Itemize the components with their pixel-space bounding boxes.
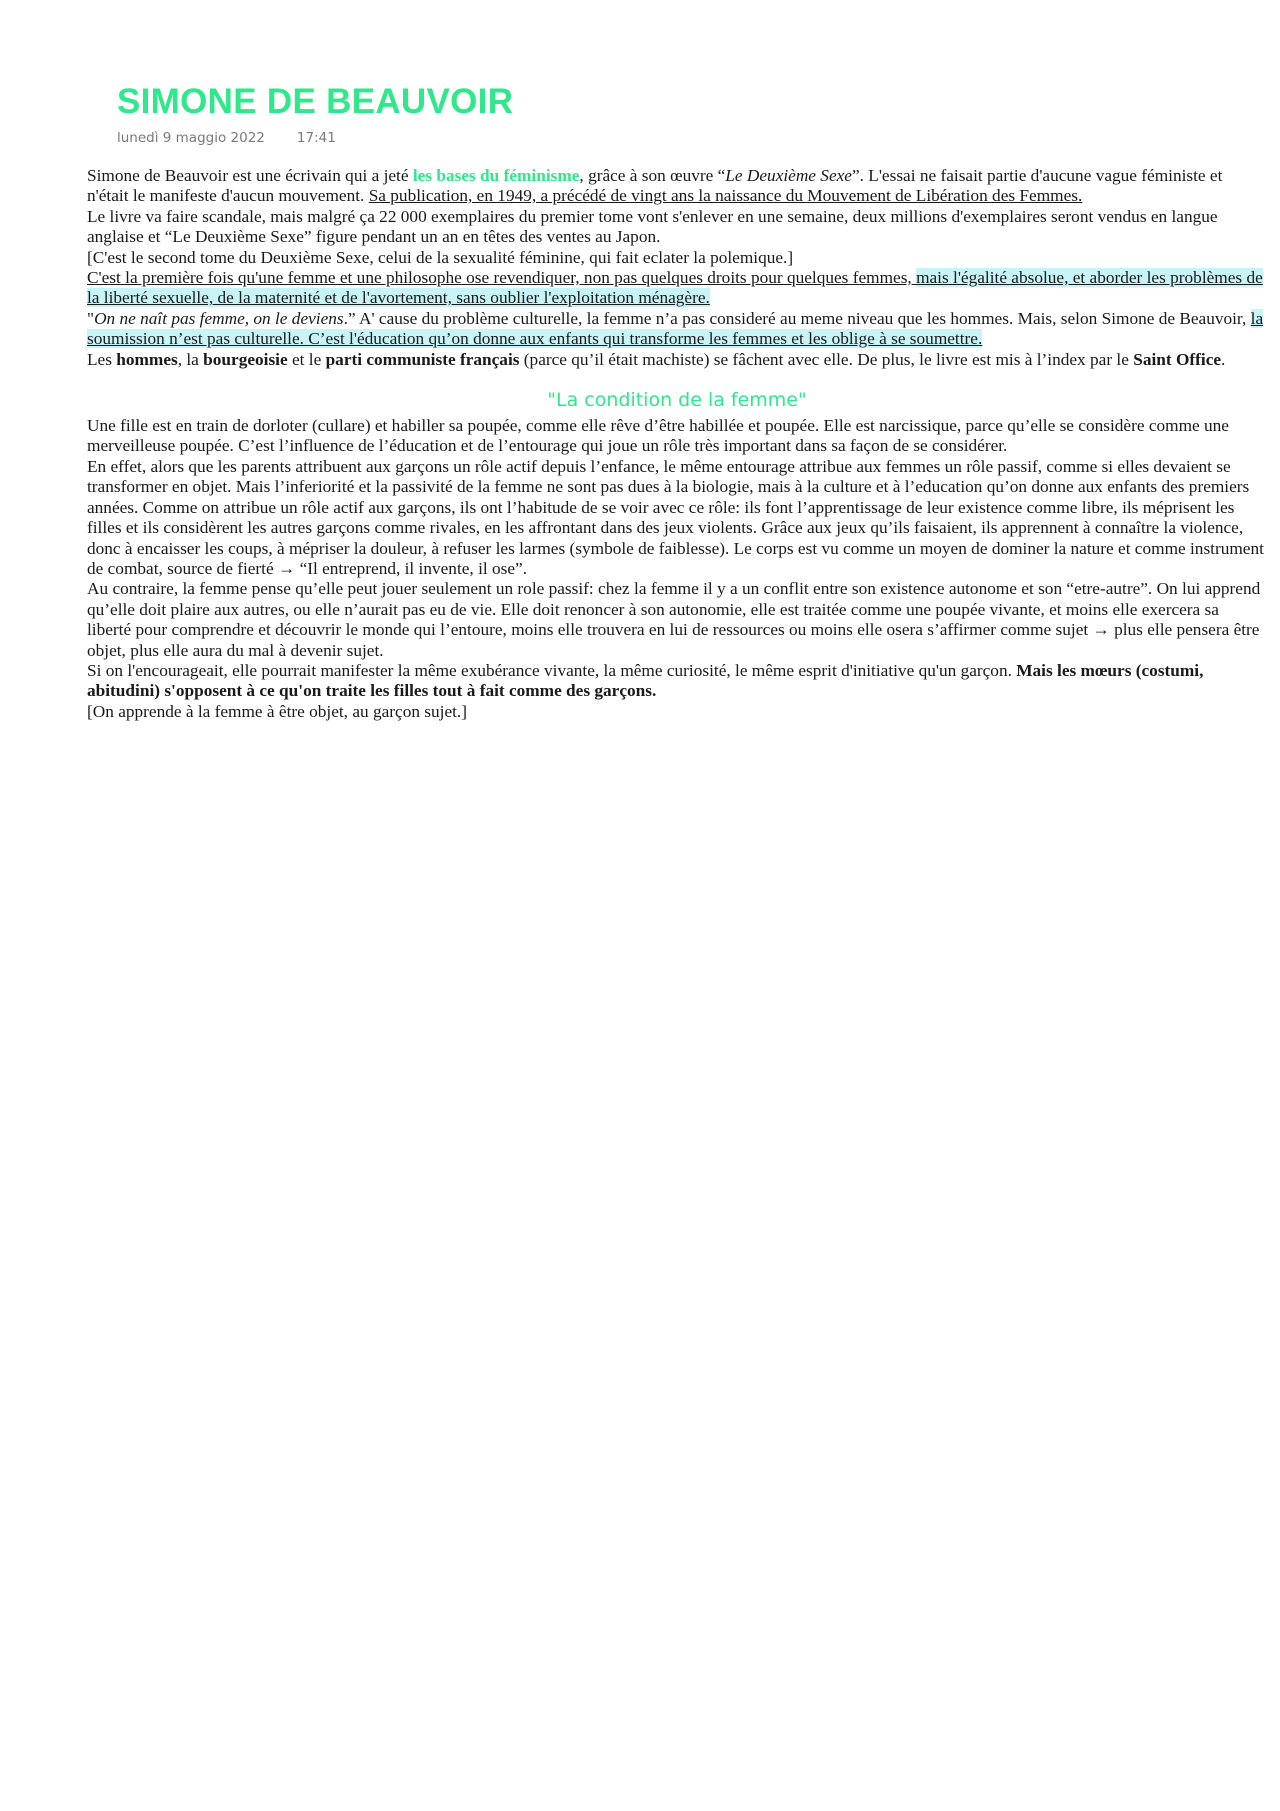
text-run-italic: Le Deuxième Sexe [725,166,852,185]
paragraph-conclusion: [On apprende à la femme à être objet, au garçon sujet.] [87,701,468,721]
text-run: (parce qu’il était machiste) se fâchent avec elle. De plus, le livre est mis à l’index par le [519,349,1134,369]
note-date: lunedì 9 maggio 2022 [117,130,265,146]
paragraph-en-effet: En effet, alors que les parents attribuent aux garçons un rôle actif depuis l’enfance, le même entourage attribue aux femmes un rôle passif, comme si elles devaient se transformer en objet. Mais l’inferiorité et la passivité de la femme ne sont pas dues à la biologie, mais à la culture et à l’education qu’on donne aux enfants des premiers années. Comme on attribue un rôle actif aux garçons, ils ont l’habitude de se voir avec ce rôle: ils font l’apprentissage de leur existence comme libre, ils méprisent les filles et ils considèrent les autres garçons comme rivales, en les affrontant dans des jeux violents. Grâce aux jeux qu’ils faisaient, ils apprennent à connaître la violence, donc à encaisser les coups, à mépriser la douleur, à refuser les larmes (symbole de faiblesse). Le corps est vu comme un moyen de dominer la nature et comme instrument de combat, source de fierté → “Il entreprend, il invente, il ose”. [87,456,1264,578]
text-run-italic: On ne naît pas femme, on le deviens [94,308,344,328]
text-run: , la [177,349,204,369]
text-run: . [1221,349,1226,369]
note-metadata [117,130,336,146]
text-run-bold: Saint Office [1133,349,1222,369]
text-run-bold: bourgeoisie [203,349,288,369]
text-run-underlined: Sa publication, en 1949, a précédé de vingt ans la naissance du Mouvement de Libération des Femmes. [368,186,1083,206]
text-run-highlighted: la soumission n’est pas culturelle. C’est l'éducation qu’on donne aux enfants qui transforme les femmes et les oblige à se soumettre. [87,308,1264,349]
text-run: ”. L'essai ne faisait partie d'aucune vague féministe et n'était le manifeste d'aucun mouvement. [87,166,1223,206]
text-run: , grâce à son œuvre “ [579,166,726,185]
note-time: 17:41 [296,130,336,146]
section-heading: "La condition de la femme" [547,389,807,412]
paragraph-fille-poupee: Une fille est en train de dorloter (cullare) et habiller sa poupée, comme elle rêve d’être habillée et poupée. Elle est narcissique, parce qu’elle se considère comme une merveilleuse poupée. C’est l’influence de l’éducation et de l’entourage qui joue un rôle très important dans sa façon de se considérer. [87,416,1229,456]
text-run: Simone de Beauvoir est une écrivain qui a jeté [87,166,413,185]
text-run-bold: Mais les mœurs (costumi, abitudini) s'opposent à ce qu'on traite les filles tout à fait comme des garçons. [87,660,1204,701]
text-run-highlighted: mais l'égalité absolue, et aborder les problèmes de la liberté sexuelle, de la maternité et de l'avortement, sans oublier l'exploitation ménagère. [87,268,1263,308]
text-run-underlined: C'est la première fois qu'une femme et une philosophe ose revendiquer, non pas quelques droits pour quelques femmes, [87,268,917,288]
paragraph-second-tome: [C'est le second tome du Deuxième Sexe, celui de la sexualité féminine, qui fait eclater la polemique.] [87,247,794,267]
text-run: et le [287,349,326,369]
text-run-bold: hommes [116,349,178,369]
paragraph-intro [87,166,1267,207]
paragraph-hommes [87,350,1267,370]
text-run: Les [87,349,117,369]
paragraph-premiere-fois [87,268,1267,309]
paragraph-scandale: Le livre va faire scandale, mais malgré ça 22 000 exemplaires du premier tome vont s'enlever en une semaine, deux millions d'exemplaires seront vendus en langue anglaise et “Le Deuxième Sexe” figure pendant un an en têtes des ventes au Japon. [87,206,1218,247]
page-title: SIMONE DE BEAUVOIR [117,82,514,121]
text-run: " [87,308,95,328]
text-run: Si on l'encourageait, elle pourrait manifester la même exubérance vivante, la même curiosité, le même esprit d'initiative qu'un garçon. [87,660,1017,680]
text-run: .” A' cause du problème culturelle, la femme n’a pas consideré au meme niveau que les hommes. Mais, selon Simone de Beauvoir, [343,308,1251,328]
text-run-bold: parti communiste français [325,349,520,369]
note-body[interactable] [87,166,1267,722]
paragraph-on-ne-nait-pas [87,309,1267,350]
paragraph-au-contraire: Au contraire, la femme pense qu’elle peut jouer seulement un role passif: chez la femme il y a un conflit entre son existence autonome et son “etre-autre”. On lui apprend qu’elle doit plaire aux autres, ou elle n’aurait pas eu de vie. Elle doit renoncer à son autonomie, elle est traitée comme une poupée vivante, et moins elle exercera sa liberté pour comprendre et découvrir le monde qui l’entoure, moins elle trouvera en lui de ressources ou moins elle osera s’affirmer comme sujet → plus elle pensera être objet, plus elle aura du mal à devenir sujet. [87,579,1261,660]
paragraph-encourageait [87,661,1267,702]
text-run-green-bold: les bases du féminisme [412,166,580,185]
